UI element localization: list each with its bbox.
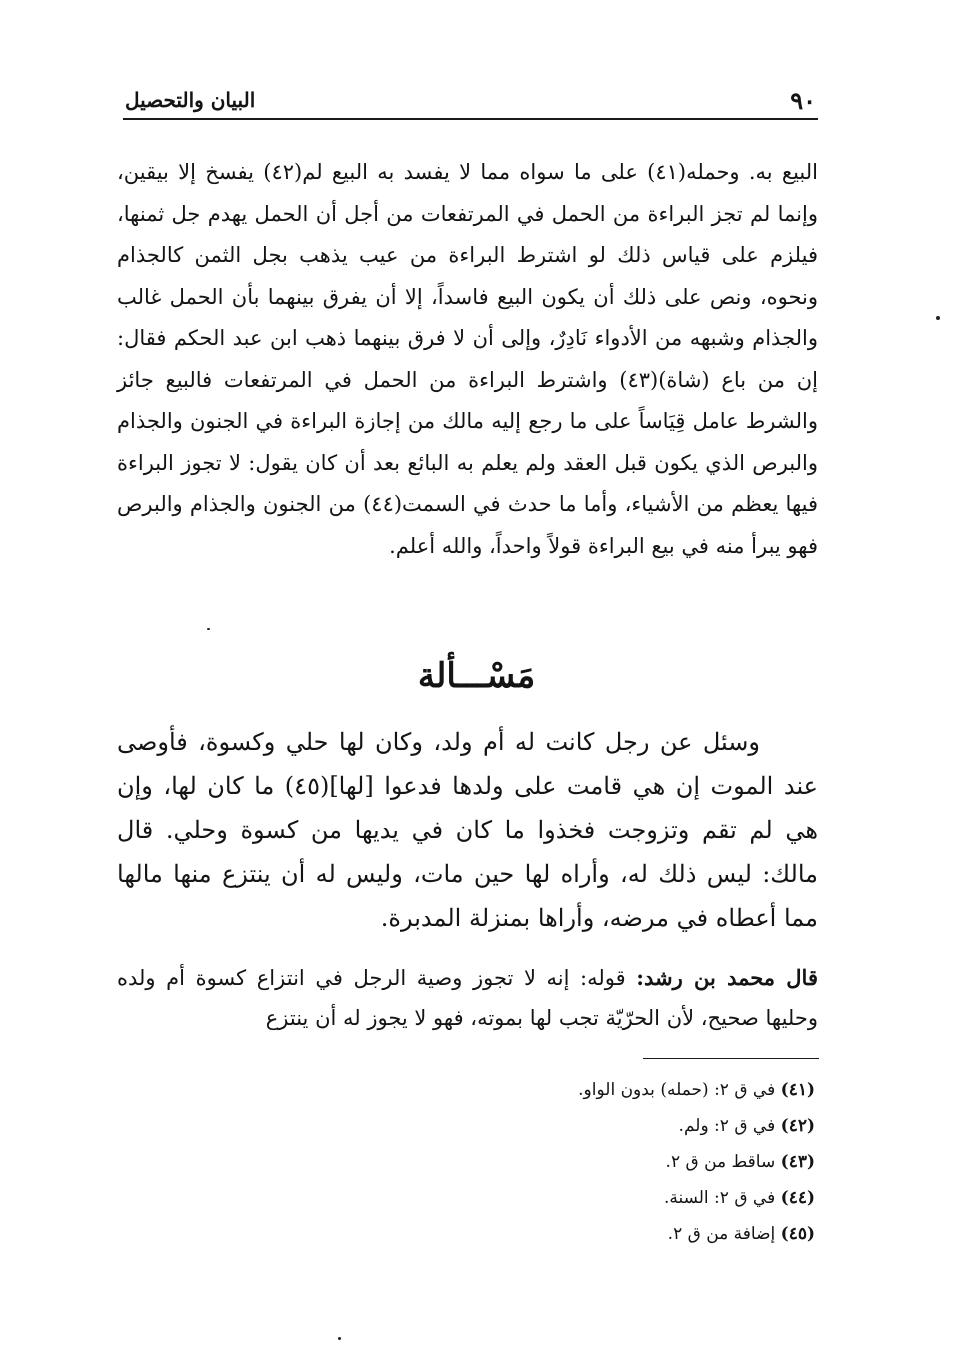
book-title: البيان والتحصيل: [125, 88, 256, 112]
footnote-number: (٤٢): [780, 1116, 815, 1136]
footnote-number: (٤١): [780, 1080, 815, 1100]
paragraph-2: [117, 720, 818, 940]
commentator-lead: قال محمد بن رشد:: [636, 965, 818, 990]
footnote-text: في ق ٢: (حمله) بدون الواو.: [578, 1080, 781, 1100]
footnote-text: في ق ٢: ولم.: [678, 1116, 781, 1136]
paragraph-3-text: قوله: إنه لا تجوز وصية الرجل في انتزاع كسوة أم ولده وحليها صحيح، لأن الحرّيّة تجب لها بموته، فهو لا يجوز له أن ينتزع: [117, 966, 818, 1030]
paragraph-1: البيع به. وحمله(٤١) على ما سواه مما لا يفسد به البيع لم(٤٢) يفسخ إلا بيقين، وإنما لم تجز البراءة من الحمل في المرتفعات من أجل أن الحمل يهدم جل ثمنها، فيلزم على قياس ذلك لو اشترط البراءة من عيب يذهب بجل الثمن كالجذام ونحوه، ونص على ذلك أن يكون البيع فاسداً، إلا أن يفرق بينهما بأن الحمل غالب والجذام وشبهه من الأدواء نَادِرٌ، وإلى أن لا فرق بينهما ذهب ابن عبد الحكم فقال: إن من باع (شاة)(٤٣) واشترط البراءة من الحمل في المرتفعات فالبيع جائز والشرط عامل قِيَاساً على ما رجع إليه مالك من إجازة البراءة في الجنون والجذام والبرص الذي يكون قبل العقد ولم يعلم به البائع بعد أن كان يقول: لا تجوز البراءة فيها يعظم من الأشياء، وأما ما حدث في السمت(٤٤) من الجنون والجذام والبرص فهو يبرأ منه في بيع البراءة قولاً واحداً، والله أعلم.: [117, 160, 819, 558]
footnote-42: [300, 1108, 815, 1144]
footnotes: [300, 1072, 815, 1252]
footnote-number: (٤٥): [780, 1224, 815, 1244]
footnote-text: في ق ٢: السنة.: [663, 1188, 781, 1208]
paragraph-2-text: وسئل عن رجل كانت له أم ولد، وكان لها حلي وكسوة، فأوصى عند الموت إن هي قامت على ولدها فدعوا [لها](٤٥) ما كان لها، وإن هي لم تقم وتزوجت فخذوا ما كان في يديها من كسوة وحلي. قال مالك: ليس ذلك له، وأراه لها حين مات، وليس له أن ينتزع منها مالها مما أعطاه في مرضه، وأراها بمنزلة المدبرة.: [117, 728, 818, 932]
footnote-text: ساقط من ق ٢.: [665, 1152, 781, 1172]
footnote-43: [300, 1144, 815, 1180]
footnote-number: (٤٣): [780, 1152, 815, 1172]
paragraph-3: [117, 958, 818, 1038]
section-heading: مَسْـــألة: [417, 656, 536, 696]
scan-speck: [207, 628, 210, 630]
footnote-divider: [643, 1058, 819, 1059]
footnote-41: [300, 1072, 815, 1108]
page-number: ٩٠: [790, 86, 816, 115]
running-header: [123, 84, 818, 120]
scan-speck: [338, 1337, 341, 1340]
footnote-45: [300, 1216, 815, 1252]
scan-speck: [936, 316, 940, 320]
footnote-text: إضافة من ق ٢.: [667, 1224, 781, 1244]
footnote-44: [300, 1180, 815, 1216]
footnote-number: (٤٤): [780, 1188, 815, 1208]
